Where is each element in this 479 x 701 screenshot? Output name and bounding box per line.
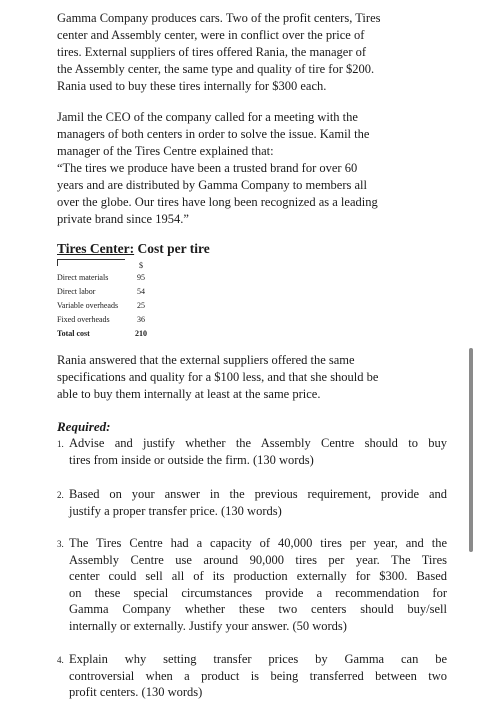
meeting-paragraph [57,109,447,228]
rania-line: specifications and quality for a $100 less, and that she should be [57,370,379,384]
row-label: Variable overheads [57,301,119,310]
meeting-line: years and are distributed by Gamma Company to members all [57,178,367,192]
meeting-line: over the globe. Our tires have long been recognized as a leading [57,195,378,209]
table-left-tick [57,259,58,266]
question-number: 1. [57,439,64,449]
question-text [69,486,447,519]
question-text [69,435,447,468]
row-value: 54 [137,287,145,296]
total-label: Total cost [57,329,90,338]
question-line: Advise and justify whether the Assembly Centre should to buy [69,436,447,450]
cost-table-heading-rest: Cost per tire [134,241,210,256]
question-line: Assembly Centre use around 90,000 tires per year. The Tires [69,552,447,567]
question-text [69,535,447,634]
cost-table-heading [57,241,210,257]
meeting-line: Jamil the CEO of the company called for a meeting with the [57,110,358,124]
table-top-rule [57,259,125,260]
question-line: internally or externally. Justify your answer. (50 words) [69,618,347,633]
meeting-line: “The tires we produce have been a trusted brand for over 60 [57,161,358,175]
question-number: 4. [57,655,64,665]
question-line: controversial when a product is being transferred between two [69,668,447,683]
vertical-scrollbar[interactable] [469,348,473,552]
meeting-line: managers of both centers in order to solve the issue. Kamil the [57,127,370,141]
question-line: tires from inside or outside the firm. (130 words) [69,452,314,467]
intro-paragraph [57,10,447,95]
question-line: Explain why setting transfer prices by Gamma can be [69,652,447,666]
question-number: 2. [57,490,64,500]
cost-table-heading-label: Tires Center: [57,241,135,256]
question-number: 3. [57,539,64,549]
rania-paragraph [57,352,447,403]
row-value: 95 [137,273,145,282]
question-line: on these special circumstances provide a recommendation for [69,585,447,600]
intro-line: center and Assembly center, were in conflict over the price of [57,28,365,42]
meeting-line: manager of the Tires Centre explained that: [57,144,274,158]
currency-header: $ [139,261,143,270]
row-label: Direct labor [57,287,96,296]
intro-line: the Assembly center, the same type and quality of tire for $200. [57,62,375,76]
row-value: 36 [137,315,145,324]
required-title: Required: [57,419,111,434]
rania-line: Rania answered that the external suppliers offered the same [57,353,355,367]
intro-line: tires. External suppliers of tires offered Rania, the manager of [57,45,367,59]
question-line: justify a proper transfer price. (130 words) [69,503,282,518]
question-line: The Tires Centre had a capacity of 40,000 tires per year, and the [69,536,447,550]
meeting-line: private brand since 1954.” [57,212,189,226]
intro-line: Gamma Company produces cars. Two of the profit centers, Tires [57,11,381,25]
question-line: Based on your answer in the previous requirement, provide and [69,487,447,501]
total-value: 210 [135,329,147,338]
question-line: Gamma Company whether these two centers should buy/sell [69,602,447,616]
question-line: profit centers. (130 words) [69,685,203,699]
question-text [69,651,447,701]
question-line: center could sell all of its production externally for $300. Based [69,569,447,583]
intro-line: Rania used to buy these tires internally for $300 each. [57,79,327,93]
rania-line: able to buy them internally at least at the same price. [57,387,321,401]
row-value: 25 [137,301,145,310]
row-label: Direct materials [57,273,109,282]
row-label: Fixed overheads [57,315,110,324]
